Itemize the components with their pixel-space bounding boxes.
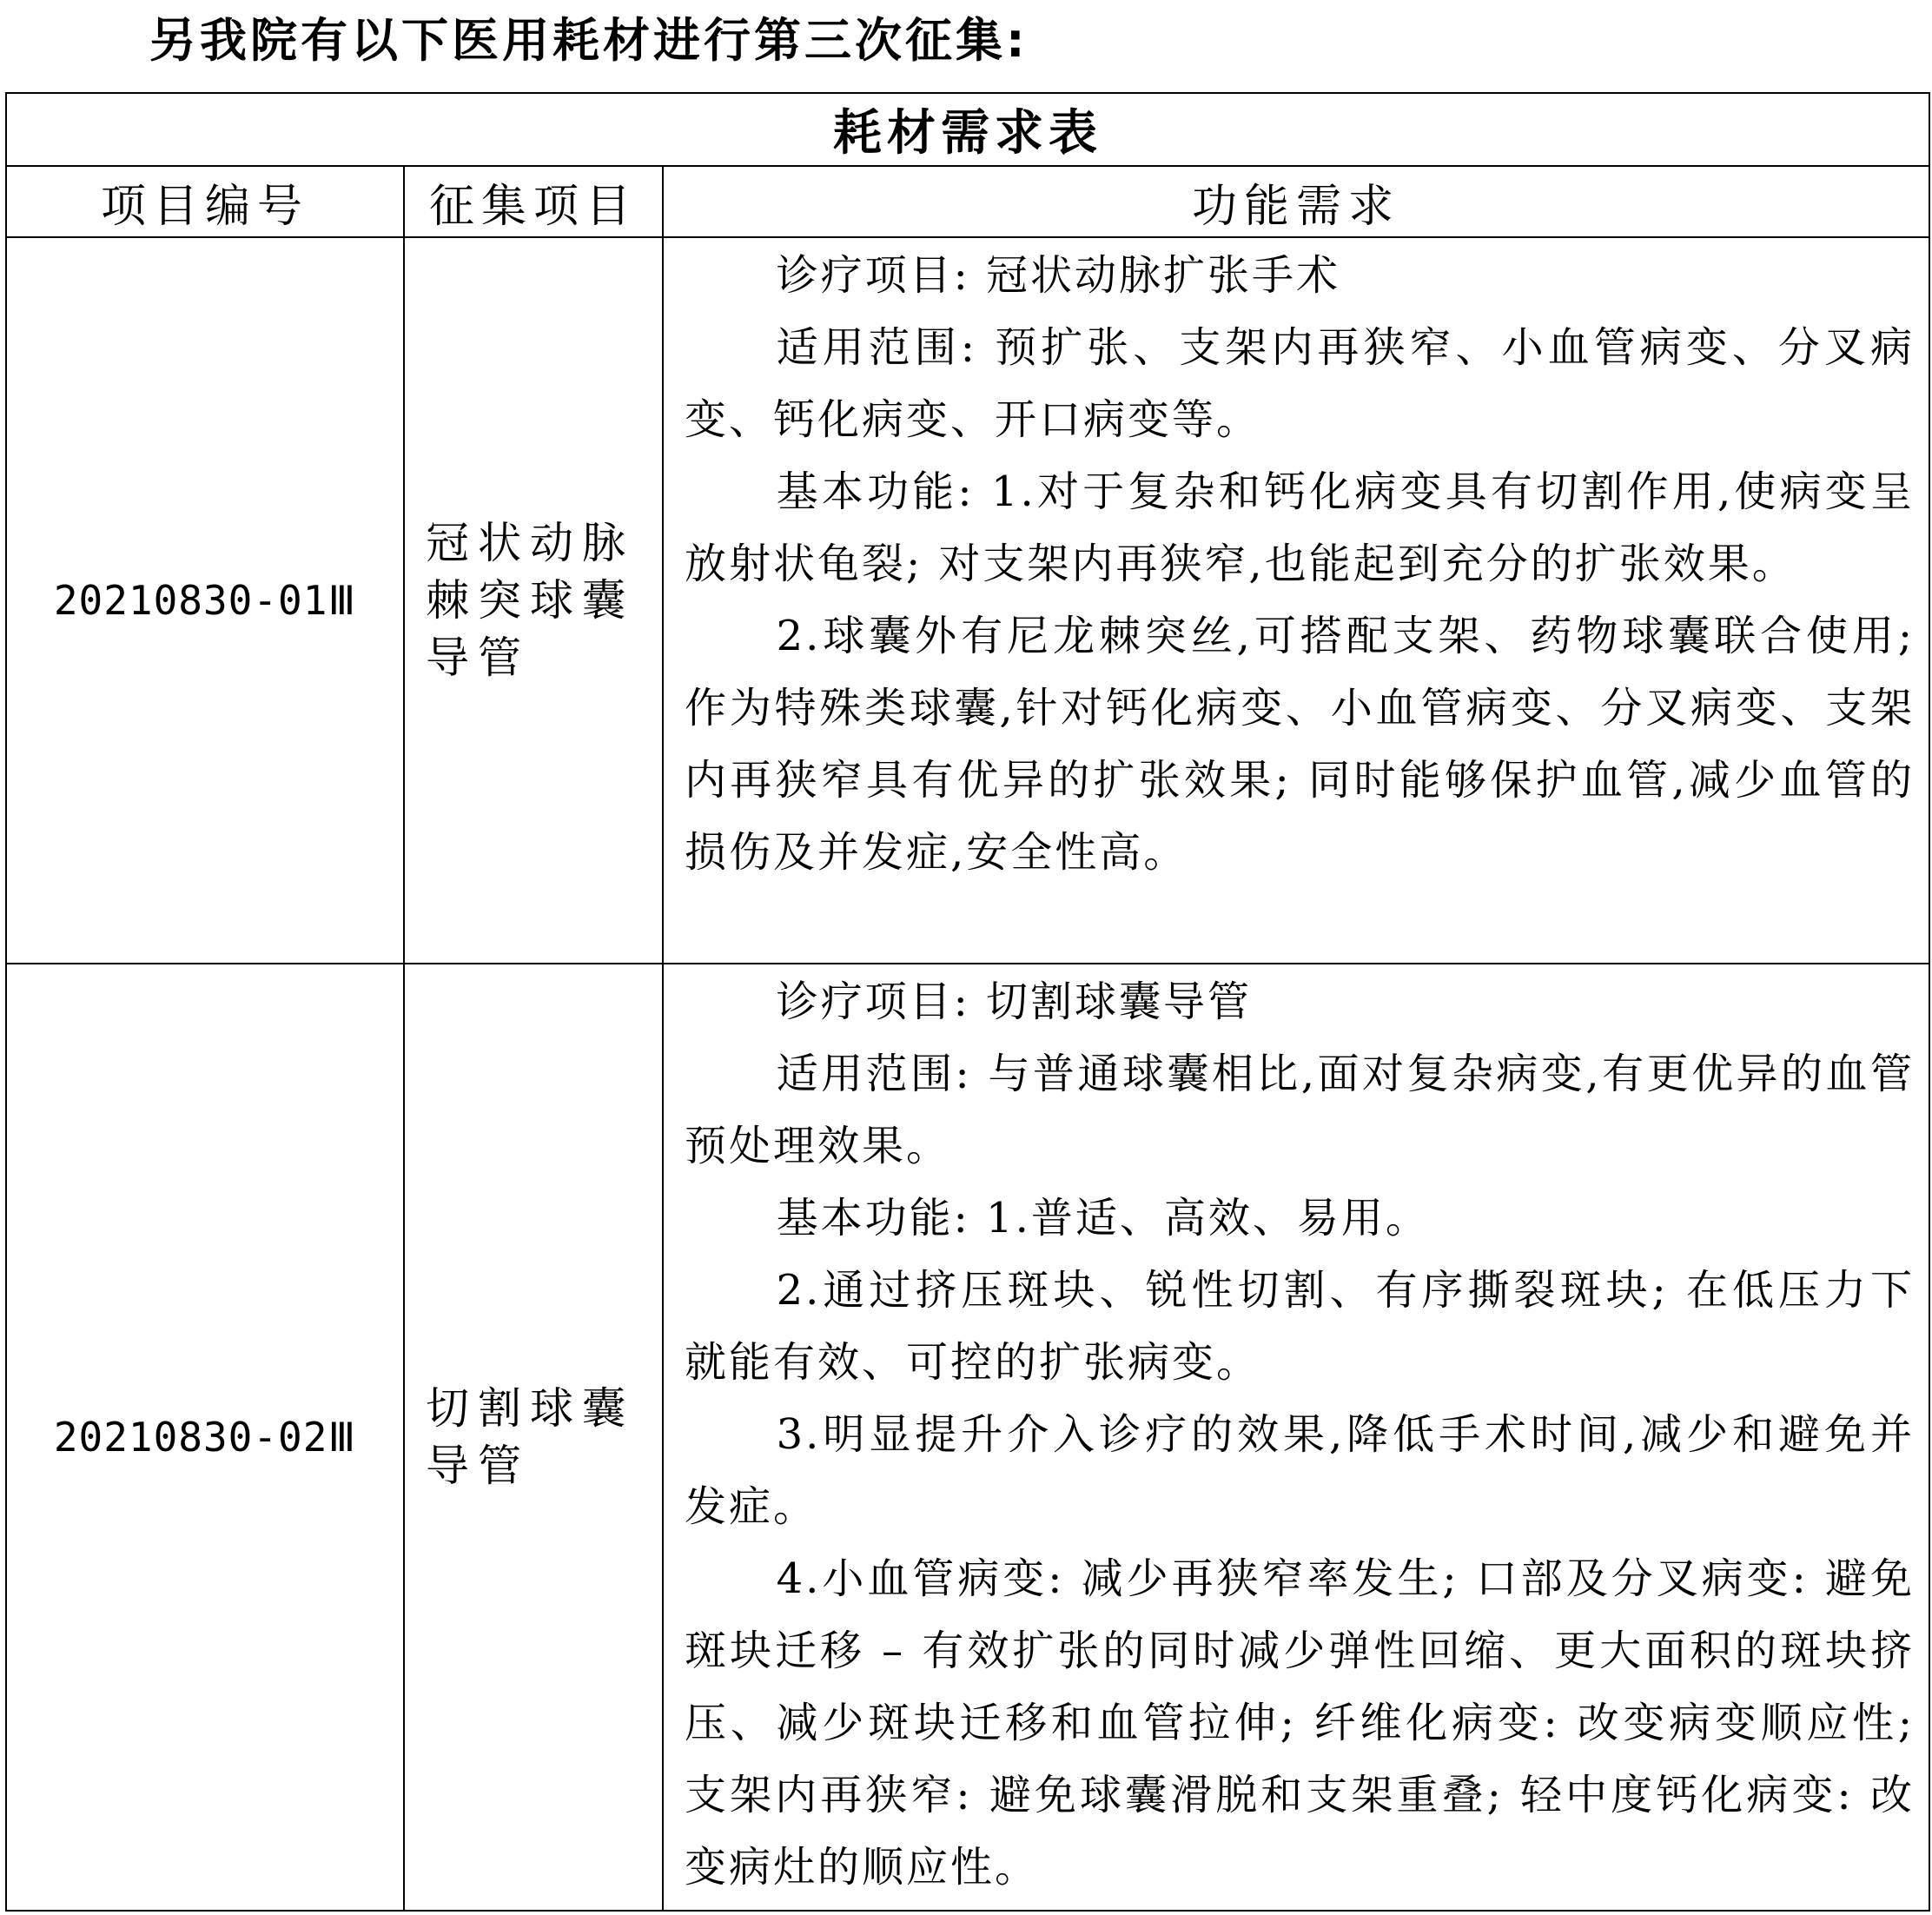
header-project-code: 项目编号 [6,166,404,237]
function-paragraph: 基本功能: 1.对于复杂和钙化病变具有切割作用,使病变呈放射状龟裂; 对支架内再狭窄,也能起到充分的扩张效果。 [685,467,1915,588]
function-paragraph: 适用范围: 与普通球囊相比,面对复杂病变,有更优异的血管预处理效果。 [685,1050,1915,1170]
table-title-row [6,93,1929,166]
function-paragraph: 4.小血管病变: 减少再狭窄率发生; 口部及分叉病变: 避免斑块迁移 – 有效扩张的同时减少弹性回缩、更大面积的斑块挤压、减少斑块迁移和血管拉伸; 纤维化病变: 改变病变顺应性; 支架内再狭窄: 避免球囊滑脱和支架重叠; 轻中度钙化病变: 改变病灶的顺应性。 [685,1554,1915,1892]
function-paragraph: 3.明显提升介入诊疗的效果,降低手术时间,减少和避免并发症。 [685,1410,1915,1531]
function-paragraph: 基本功能: 1.普适、高效、易用。 [776,1194,1430,1242]
function-requirements [663,237,1929,964]
header-project-item: 征集项目 [404,166,663,237]
table-title: 耗材需求表 [6,93,1929,166]
project-item: 冠状动脉棘突球囊导管 [404,237,663,964]
function-paragraph: 诊疗项目: 冠状动脉扩张手术 [776,251,1341,300]
intro-text: 另我院有以下医用耗材进行第三次征集: [149,13,1029,68]
table-row [6,964,1929,1911]
project-code: 20210830-02Ⅲ [6,964,404,1911]
table-row [6,237,1929,964]
project-item: 切割球囊导管 [404,964,663,1911]
function-requirements [663,964,1929,1911]
function-paragraph: 2.球囊外有尼龙棘突丝,可搭配支架、药物球囊联合使用; 作为特殊类球囊,针对钙化病变、小血管病变、分叉病变、支架内再狭窄具有优异的扩张效果; 同时能够保护血管,减少血管的损伤及并发症,安全性高。 [685,612,1915,877]
function-paragraph: 诊疗项目: 切割球囊导管 [776,977,1253,1026]
requirements-table [5,92,1930,1912]
table-header-row [6,166,1929,237]
function-paragraph: 适用范围: 预扩张、支架内再狭窄、小血管病变、分叉病变、钙化病变、开口病变等。 [685,323,1915,444]
function-paragraph: 2.通过挤压斑块、锐性切割、有序撕裂斑块; 在低压力下就能有效、可控的扩张病变。 [685,1266,1915,1387]
header-function: 功能需求 [663,166,1929,237]
project-code: 20210830-01Ⅲ [6,237,404,964]
